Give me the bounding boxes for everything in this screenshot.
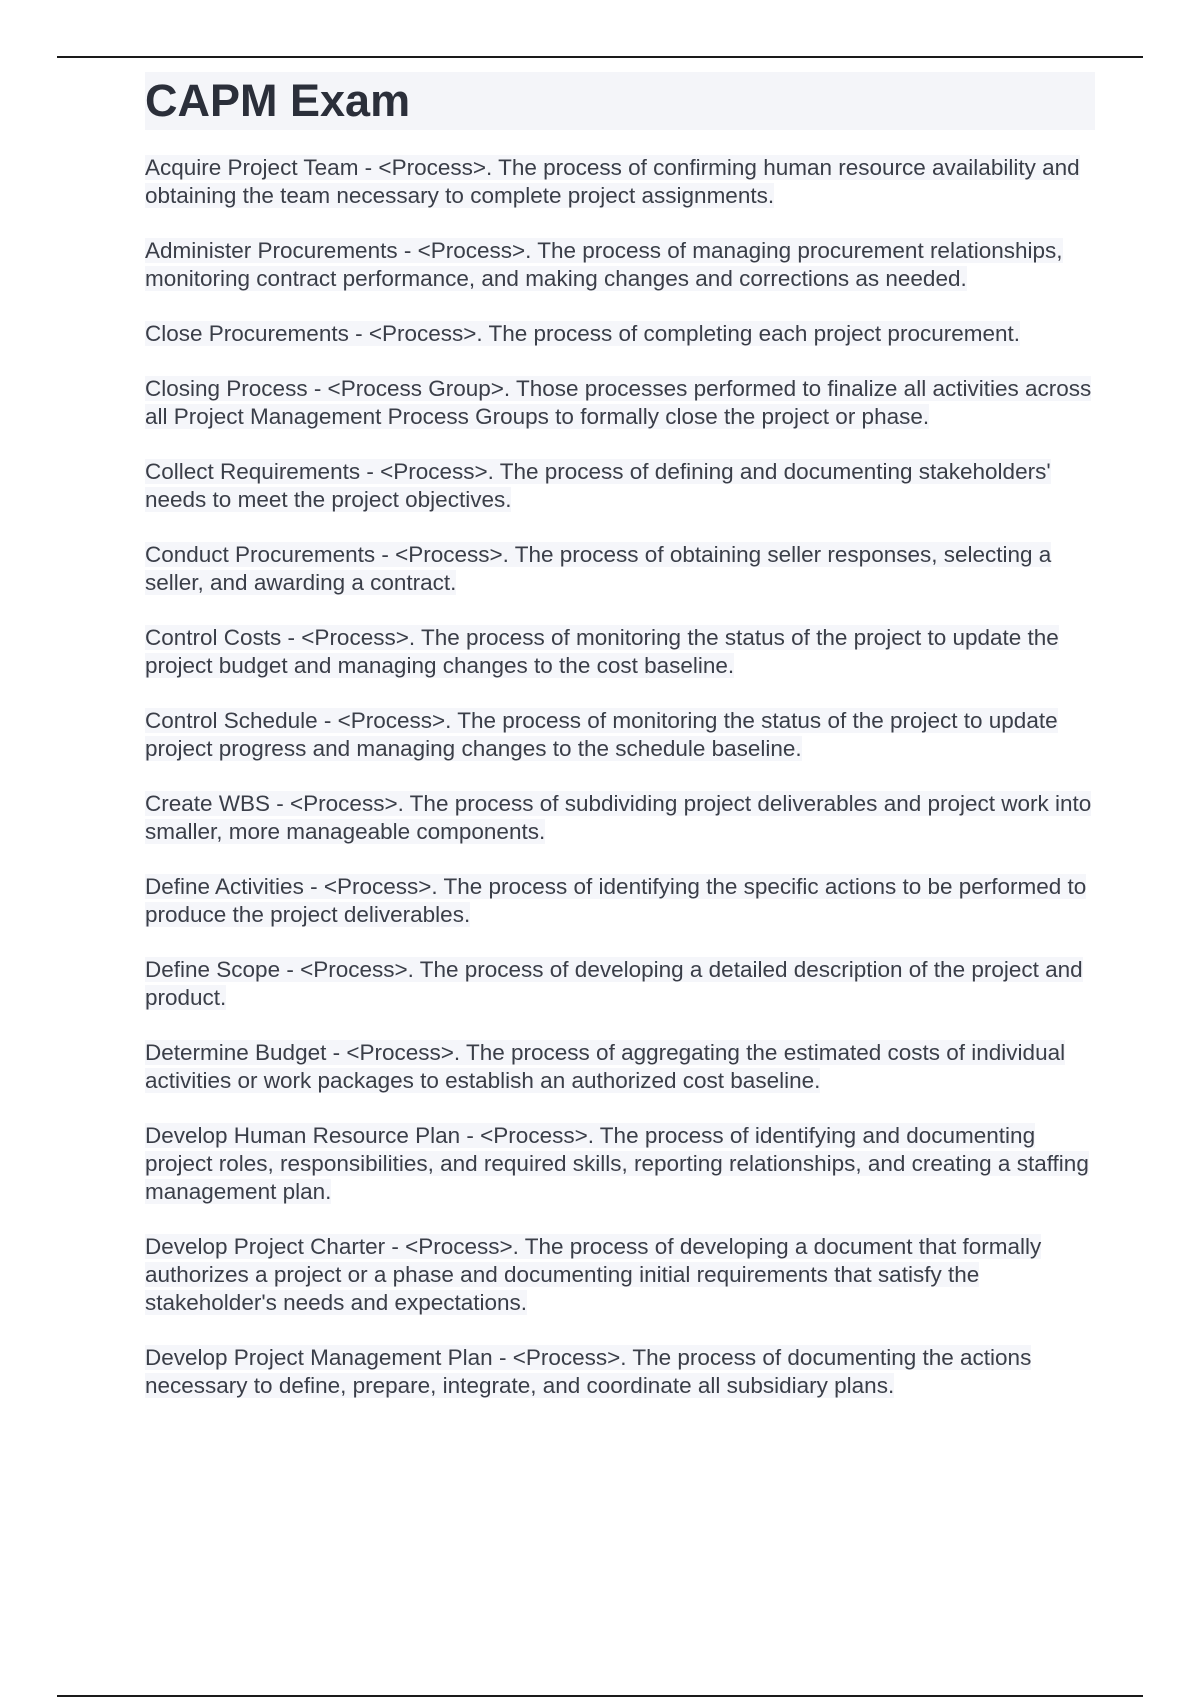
definition-text: Administer Procurements - <Process>. The process of managing procurement relationships, monitoring contract performance, and making changes and corrections as needed. (145, 238, 1063, 291)
definition-text: Define Scope - <Process>. The process of developing a detailed description of the project and product. (145, 957, 1083, 1010)
definition-entry (145, 624, 1095, 680)
definition-entry (145, 873, 1095, 929)
definition-entry (145, 707, 1095, 763)
definition-entry (145, 1122, 1095, 1206)
document-body (145, 72, 1095, 1427)
definition-text: Develop Project Management Plan - <Process>. The process of documenting the actions necessary to define, prepare, integrate, and coordinate all subsidiary plans. (145, 1345, 1032, 1398)
definition-text: Create WBS - <Process>. The process of subdividing project deliverables and project work into smaller, more manageable components. (145, 791, 1092, 844)
definition-entry (145, 458, 1095, 514)
definition-list (145, 154, 1095, 1400)
definition-entry (145, 1039, 1095, 1095)
definition-text: Control Costs - <Process>. The process of monitoring the status of the project to update the project budget and managing changes to the cost baseline. (145, 625, 1059, 678)
document-title: CAPM Exam (145, 75, 411, 126)
definition-entry (145, 1233, 1095, 1317)
definition-entry (145, 320, 1095, 348)
top-rule (57, 56, 1143, 58)
title-band (145, 72, 1095, 130)
definition-text: Acquire Project Team - <Process>. The process of confirming human resource availability and obtaining the team necessary to complete project assignments. (145, 155, 1080, 208)
definition-entry (145, 956, 1095, 1012)
definition-text: Determine Budget - <Process>. The process of aggregating the estimated costs of individual activities or work packages to establish an authorized cost baseline. (145, 1040, 1066, 1093)
definition-text: Control Schedule - <Process>. The process of monitoring the status of the project to update project progress and managing changes to the schedule baseline. (145, 708, 1058, 761)
definition-text: Collect Requirements - <Process>. The process of defining and documenting stakeholders' needs to meet the project objectives. (145, 459, 1051, 512)
definition-entry (145, 237, 1095, 293)
definition-text: Closing Process - <Process Group>. Those processes performed to finalize all activities across all Project Management Process Groups to formally close the project or phase. (145, 376, 1092, 429)
bottom-rule (57, 1695, 1143, 1697)
definition-text: Develop Project Charter - <Process>. The process of developing a document that formally authorizes a project or a phase and documenting initial requirements that satisfy the stakeholder's needs and expectations. (145, 1234, 1042, 1315)
definition-entry (145, 154, 1095, 210)
definition-text: Develop Human Resource Plan - <Process>. The process of identifying and documenting project roles, responsibilities, and required skills, reporting relationships, and creating a staffing management plan. (145, 1123, 1089, 1204)
definition-entry (145, 541, 1095, 597)
definition-text: Close Procurements - <Process>. The process of completing each project procurement. (145, 321, 1020, 346)
definition-entry (145, 375, 1095, 431)
definition-text: Conduct Procurements - <Process>. The process of obtaining seller responses, selecting a seller, and awarding a contract. (145, 542, 1052, 595)
definition-text: Define Activities - <Process>. The process of identifying the specific actions to be performed to produce the project deliverables. (145, 874, 1087, 927)
definition-entry (145, 790, 1095, 846)
definition-entry (145, 1344, 1095, 1400)
